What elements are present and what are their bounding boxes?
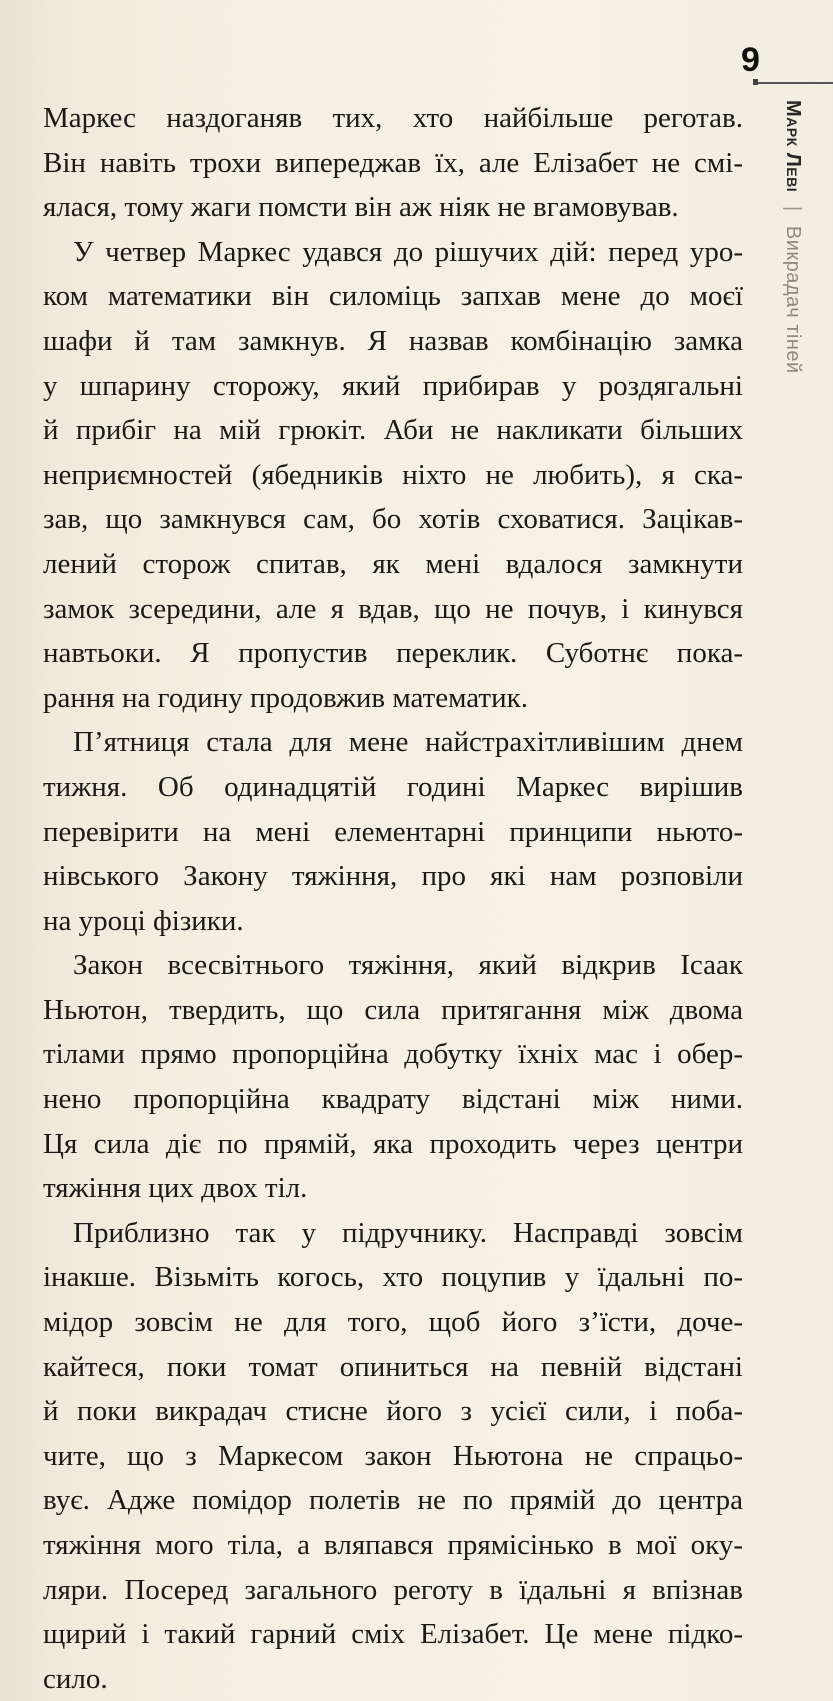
text-line: тижня. Об одинадцятій годині Маркес вирішив [43,770,743,803]
text-line: Приблизно так у підручнику. Насправді зовсім [73,1216,743,1249]
running-head-author: Марк Леві [782,100,804,193]
header-rule [754,82,833,84]
text-line: інакше. Візьміть когось, хто поцупив у їдальні по- [43,1261,743,1294]
text-line: щирий і такий гарний сміх Елізабет. Це мене підко- [43,1618,743,1651]
text-line: Він навіть трохи випереджав їх, але Елізабет не смі- [43,146,743,179]
paragraph-5 [43,1211,743,1701]
text-line: вує. Адже помідор полетів не по прямій до центра [43,1484,743,1517]
text-line: перевірити на мені елементарні принципи ньюто- [43,815,743,848]
page-number: 9 [741,41,760,79]
paragraph-3 [43,720,743,943]
text-line: лений сторож спитав, як мені вдалося замкнути [43,547,743,580]
text-line: навтьоки. Я пропустив переклик. Суботнє пока- [43,637,743,670]
text-line: Закон всесвітнього тяжіння, який відкрив Ісаак [73,949,743,982]
text-line: й прибіг на мій грюкіт. Аби не накликати більших [43,414,743,447]
paragraph-4 [43,943,743,1211]
header-rule-mark [753,79,758,85]
text-line: Маркес наздоганяв тих, хто найбільше реготав. [43,102,743,134]
text-line: шафи й там замкнув. Я назвав комбінацію замка [43,324,743,357]
text-line: мідор зовсім не для того, щоб його з’їсти, доче- [43,1306,743,1339]
text-line: ляри. Посеред загального реготу в їдальні я впізнав [43,1573,743,1606]
text-line: тяжіння цих двох тіл. [43,1172,308,1205]
text-line: сило. [43,1662,108,1695]
running-head [782,100,804,374]
paragraph-2 [43,230,743,721]
text-line: зав, що замкнувся сам, бо хотів сховатися. Зацікав- [43,503,743,536]
text-line: рання на годину продовжив математик. [43,681,528,714]
text-line: чите, що з Маркесом закон Ньютона не спрацьо- [43,1439,743,1472]
text-line: тяжіння мого тіла, а вляпався прямісінько в мої оку- [43,1529,743,1561]
running-head-separator: | [782,206,804,212]
text-line: нено пропорційна квадрату відстані між ними. [43,1083,743,1116]
text-line: У четвер Маркес удався до рішучих дій: перед уро- [73,235,743,268]
text-line: П’ятниця стала для мене найстрахітливішим днем [73,726,743,759]
text-line: й поки викрадач стисне його з усієї сили, і поба- [43,1395,743,1428]
text-line: кайтеся, поки томат опиниться на певній відстані [43,1350,743,1383]
text-line: ялася, тому жаги помсти він аж ніяк не вгамовував. [43,191,679,224]
text-line: неприємностей (ябедників ніхто не любить), я ска- [43,458,743,491]
text-line: на уроці фізики. [43,904,244,937]
text-line: у шпарину сторожу, який прибирав у роздягальні [43,369,743,402]
text-line: Ця сила діє по прямій, яка проходить через центри [43,1127,743,1160]
running-head-book-title: Викрадач тіней [782,225,804,374]
text-line: нівського Закону тяжіння, про які нам розповіли [43,860,743,893]
body-text [43,96,743,1701]
text-line: ком математики він силоміць запхав мене до моєї [43,280,743,313]
text-line: замок зсередини, але я вдав, що не почув, і кинувся [43,592,743,625]
text-line: тілами прямо пропорційна добутку їхніх мас і обер- [43,1038,743,1071]
text-line: Ньютон, твердить, що сила притягання між двома [43,993,743,1026]
paragraph-1 [43,96,743,230]
